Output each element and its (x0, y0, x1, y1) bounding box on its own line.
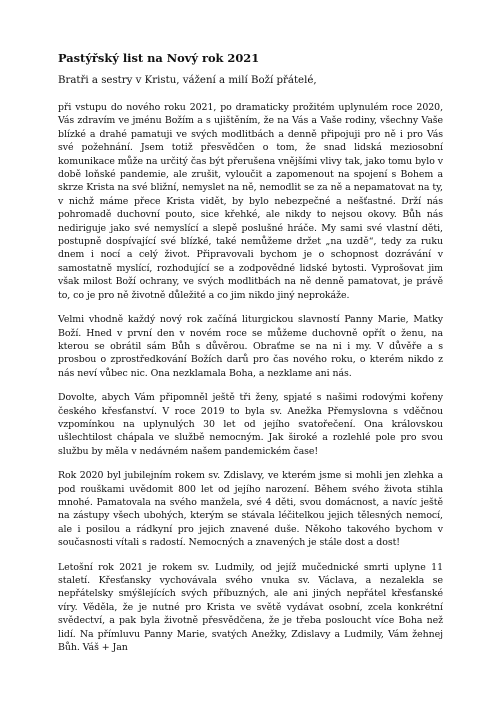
paragraph-mother-of-god: Velmi vhodně každý nový rok začíná liturgickou slavností Panny Marie, Matky Boží. Hned v první den v novém roce se můžeme duchovně opřít o ženu, na kterou se obrátil sám Bůh s důvěrou. Obraťme se na ni i my. V důvěře a s prosbou o zprostředkování Božích darů pro čas nového roku, o kterém nikdo z nás neví vůbec nic. Ona nezklamala Boha, a nezklame ani nás. (58, 314, 443, 379)
paragraph-st-ludmila: Letošní rok 2021 je rokem sv. Ludmily, od jejíž mučednické smrti uplyne 11 staletí. Křesťansky vychovávala svého vnuka sv. Václava, a nezalekla se nepřátelsky smýšlejících svých příbuzných, ale ani jiných nepřátel křesťanské víry. Věděla, že je nutné pro Krista ve světě vydávat osobní, zcela konkrétní svědectví, a pak byla životně přesvědčena, že je třeba posloucht více Boha než lidí. Na přímluvu Panny Marie, svatých Anežky, Zdislavy a Ludmily, Vám žehnej Bůh. Váš + Jan (58, 561, 443, 654)
paragraph-st-zdislava: Rok 2020 byl jubilejním rokem sv. Zdislavy, ve kterém jsme si mohli jen zlehka a pod rouškami uvědomit 800 let od jejího narození. Během svého života stihla mnohé. Pamatovala na svého manžela, své 4 děti, svou domácnost, a navíc ještě na zástupy všech ubohých, kterým se stávala léčitelkou jejich tělesných nemocí, ale i posilou a rádkyní pro jejich znavené duše. Někoho takového bychom v současnosti vítali s radostí. Nemocných a znavených je stále dost a dost! (58, 470, 443, 549)
letter-body (58, 101, 443, 665)
paragraph-st-agnes: Dovolte, abych Vám připomněl ještě tři ženy, spjaté s našimi rodovými kořeny českého křesťanství. V roce 2019 to byla sv. Anežka Přemyslovna s vděčnou vzpomínkou na uplynulých 30 let od jejího svatořečení. Ona královskou ušlechtilost chápala ve službě nemocným. Jak široké a rozlehlé pole pro svou službu by měla v nedávném našem pandemickém čase! (58, 392, 443, 457)
letter-greeting: Bratři a sestry v Kristu, vážení a milí Boží přátelé, (58, 75, 317, 86)
paragraph-new-year-blessing: při vstupu do nového roku 2021, po dramaticky prožitém uplynulém roce 2020, Vás zdravím ve jménu Božím a s ujištěním, že na Vás a Vaše rodiny, všechny Vaše blízké a drahé pamatuji ve svých modlitbách a denně připojuji pro ně i pro Vás své požehnání. Jsem totiž přesvědčen o tom, že snad lidská meziosobní komunikace může na určitý čas být přerušena vnějšími vlivy tak, jako tomu bylo v době loňské pandemie, ale zrušit, vyloučit a zapomenout na spojení s Bohem a skrze Krista na své bližní, nemyslet na ně, nemodlit se za ně a nepamatovat na ty, v nichž máme přece Krista vidět, by bylo nebezpečné a nešťastné. Drží nás pohromadě duchovní pouto, sice křehké, ale nikdy to nejsou okovy. Bůh nás nediriguje jako své nemyslící a slepě poslušné hráče. My sami své vlastní děti, postupně dospívající své blízké, také nemůžeme držet „na uzdě“, tedy za ruku dnem i nocí a celý život. Připravovali bychom je o schopnost dozrávání v samostatně myslící, rozhodující se a zodpovědné lidské bytosti. Vyprošovat jim však milost Boží ochrany, ve svých modlitbách na ně denně pamatovat, je právě to, co je pro ně životně důležité a co jim nikdo jiný neprokáže. (58, 102, 444, 301)
letter-title: Pastýřský list na Nový rok 2021 (58, 51, 260, 65)
